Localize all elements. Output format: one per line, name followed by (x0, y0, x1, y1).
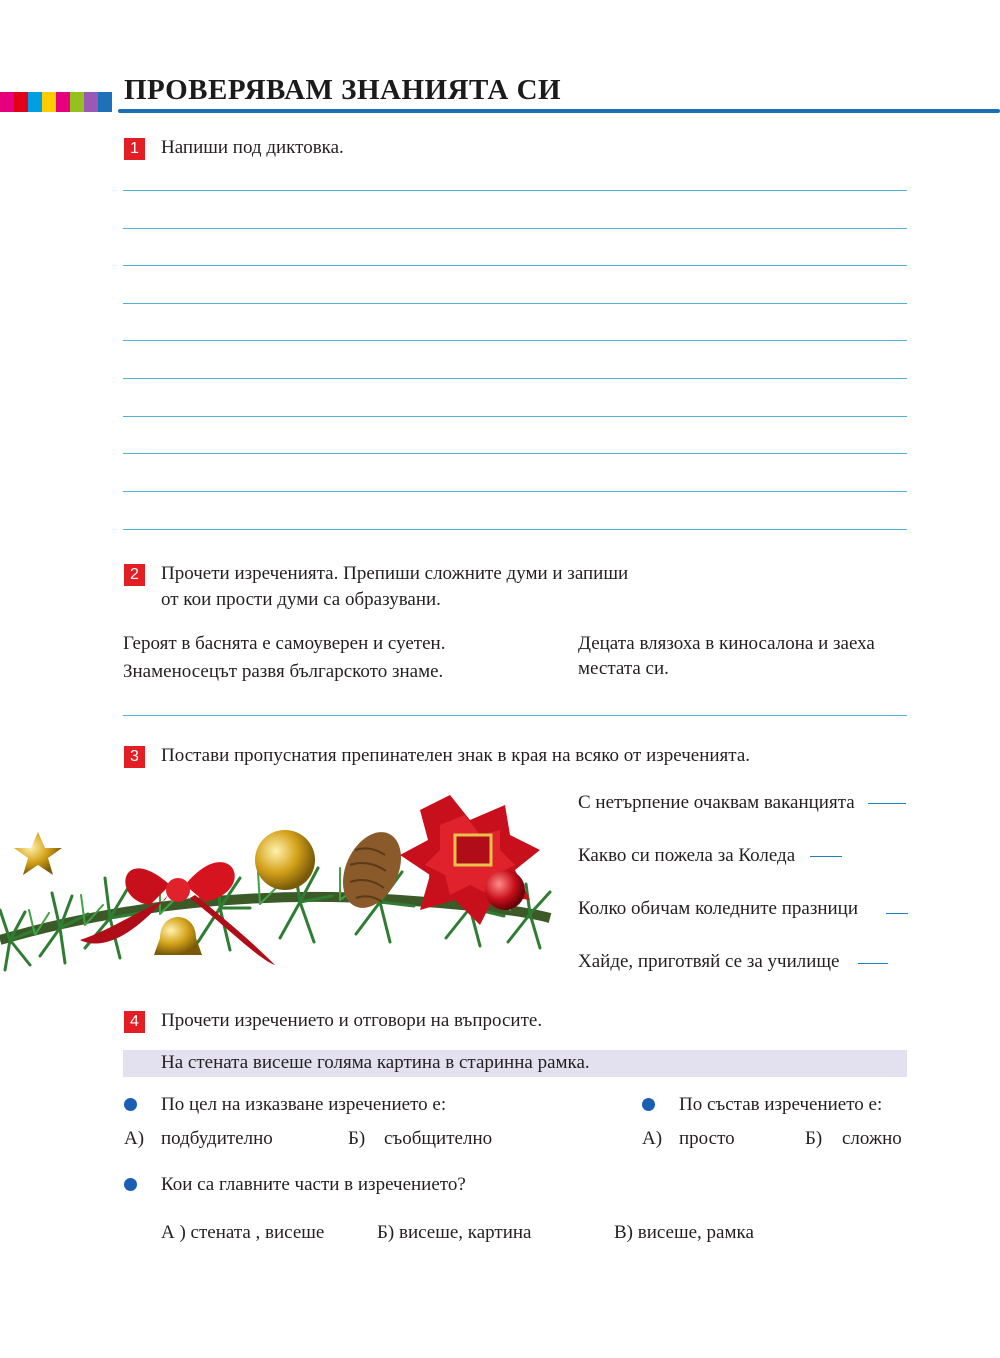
q1-option-b-letter[interactable]: Б) (348, 1128, 366, 1149)
strip-block (70, 92, 84, 112)
task2-sentence: Героят в баснята е самоуверен и суетен. (123, 633, 446, 654)
q3-option-c[interactable]: В) висеше, рамка (614, 1222, 754, 1243)
writing-line[interactable] (123, 378, 907, 379)
task-number-3: 3 (124, 746, 145, 768)
writing-line[interactable] (123, 416, 907, 417)
task-number-2: 2 (124, 564, 145, 586)
task2-sentence: Децата влязоха в киносалона и заеха (578, 633, 875, 654)
bullet-icon (124, 1178, 137, 1191)
task-number-4: 4 (124, 1011, 145, 1033)
page-title: ПРОВЕРЯВАМ ЗНАНИЯТА СИ (124, 74, 562, 106)
strip-block (42, 92, 56, 112)
bell-ornament-shape (154, 917, 202, 955)
strip-block (56, 92, 70, 112)
q3-question: Кои са главните части в изречението? (161, 1174, 466, 1195)
strip-block (28, 92, 42, 112)
task2-sentence: местата си. (578, 658, 669, 679)
strip-block (0, 92, 14, 112)
writing-line[interactable] (123, 529, 907, 530)
answer-blank[interactable] (810, 856, 842, 857)
q2-option-a[interactable]: просто (679, 1128, 735, 1149)
task-number-1: 1 (124, 138, 145, 160)
answer-blank[interactable] (858, 963, 888, 964)
gold-ball-ornament-shape (255, 830, 315, 890)
writing-line[interactable] (123, 340, 907, 341)
strip-block (14, 92, 28, 112)
writing-line[interactable] (123, 715, 907, 716)
task2-instruction-line2: от кои прости думи са образувани. (161, 589, 441, 610)
q1-question: По цел на изказване изречението е: (161, 1094, 447, 1115)
task4-instruction: Прочети изречението и отговори на въпросите. (161, 1010, 543, 1031)
task4-sentence: На стената висеше голяма картина в старинна рамка. (161, 1052, 590, 1073)
q2-option-b[interactable]: сложно (842, 1128, 902, 1149)
task3-instruction: Постави пропуснатия препинателен знак в края на всяко от изреченията. (161, 745, 751, 766)
title-underline (118, 109, 1000, 113)
q3-option-a[interactable]: А ) стената , висеше (161, 1222, 325, 1243)
q1-option-b[interactable]: съобщително (384, 1128, 493, 1149)
writing-line[interactable] (123, 265, 907, 266)
star-ornament-shape (14, 832, 62, 875)
task1-instruction: Напиши под диктовка. (161, 137, 344, 158)
writing-line[interactable] (123, 303, 907, 304)
writing-line[interactable] (123, 190, 907, 191)
task2-sentence: Знаменосецът развя българското знаме. (123, 661, 444, 682)
q2-option-b-letter[interactable]: Б) (805, 1128, 823, 1149)
color-strip (0, 92, 112, 112)
q2-option-a-letter[interactable]: А) (642, 1128, 663, 1149)
q1-option-a[interactable]: подбудително (161, 1128, 273, 1149)
christmas-garland-illustration (0, 790, 560, 990)
q2-question: По състав изречението е: (679, 1094, 883, 1115)
task3-sentence: С нетърпение очаквам ваканцията (578, 792, 855, 813)
writing-line[interactable] (123, 453, 907, 454)
writing-line[interactable] (123, 491, 907, 492)
q3-option-b[interactable]: Б) висеше, картина (377, 1222, 532, 1243)
gift-box-shape (455, 835, 491, 865)
bullet-icon (124, 1098, 137, 1111)
strip-block (98, 92, 112, 112)
task3-sentence: Хайде, приготвяй се за училище (578, 951, 840, 972)
task3-sentence: Колко обичам коледните празници (578, 898, 859, 919)
answer-blank[interactable] (868, 803, 906, 804)
task3-sentence: Какво си пожела за Коледа (578, 845, 796, 866)
red-ball-ornament-shape (485, 870, 525, 910)
answer-blank[interactable] (886, 913, 908, 914)
task2-instruction-line1: Прочети изреченията. Препиши сложните думи и запиши (161, 563, 629, 584)
strip-block (84, 92, 98, 112)
q1-option-a-letter[interactable]: А) (124, 1128, 145, 1149)
bullet-icon (642, 1098, 655, 1111)
writing-line[interactable] (123, 228, 907, 229)
